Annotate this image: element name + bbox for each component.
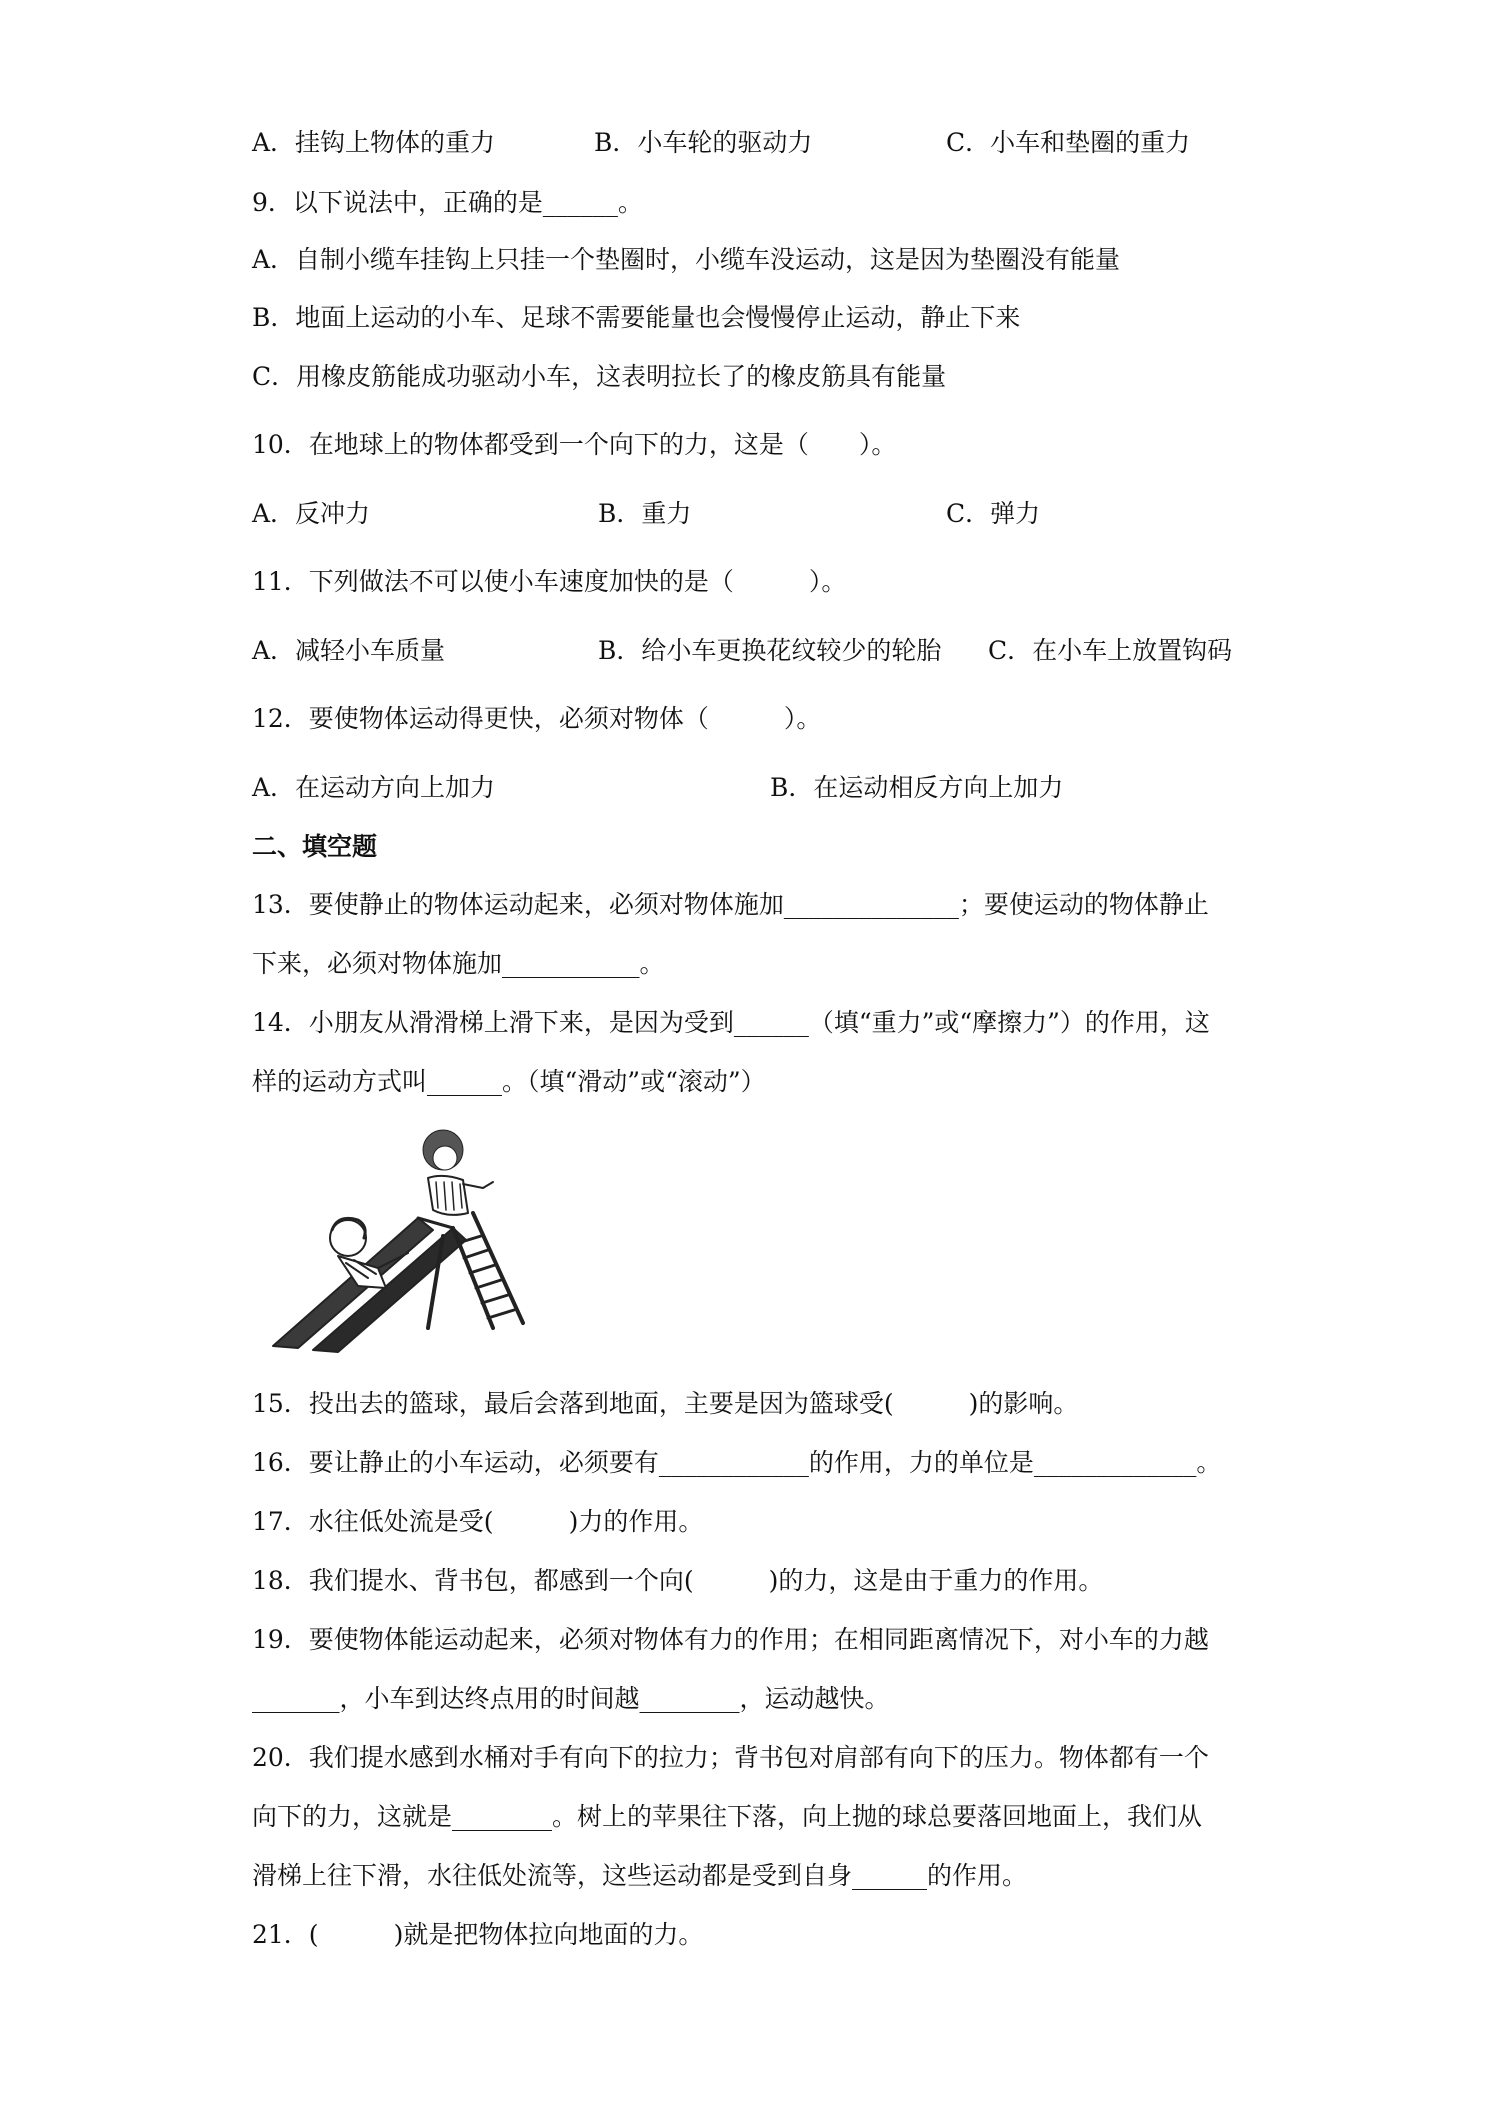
q14-line-1: 14．小朋友从滑滑梯上滑下来，是因为受到______（填“重力”或“摩擦力”）的作用，这 bbox=[252, 1008, 1210, 1037]
q13-line-2: 下来，必须对物体施加___________。 bbox=[252, 949, 665, 978]
q9-option-c: C．用橡皮筋能成功驱动小车，这表明拉长了的橡皮筋具有能量 bbox=[252, 362, 947, 391]
slide-illustration bbox=[268, 1118, 528, 1358]
q13-line-1: 13．要使静止的物体运动起来，必须对物体施加______________；要使运动的物体静止 bbox=[252, 890, 1209, 919]
q12-stem: 12．要使物体运动得更快，必须对物体（ ）。 bbox=[252, 704, 822, 733]
q11-stem: 11．下列做法不可以使小车速度加快的是（ ）。 bbox=[252, 567, 847, 596]
q20-line-1: 20．我们提水感到水桶对手有向下的拉力；背书包对肩部有向下的压力。物体都有一个 bbox=[252, 1743, 1209, 1772]
q10-option-a: A．反冲力 bbox=[252, 499, 371, 528]
q8-option-c: C．小车和垫圈的重力 bbox=[946, 128, 1191, 157]
q21: 21．( )就是把物体拉向地面的力。 bbox=[252, 1920, 704, 1949]
q11-option-c: C．在小车上放置钩码 bbox=[988, 636, 1233, 665]
q9-option-b: B．地面上运动的小车、足球不需要能量也会慢慢停止运动，静止下来 bbox=[252, 303, 1021, 332]
q18: 18．我们提水、背书包，都感到一个向( )的力，这是由于重力的作用。 bbox=[252, 1566, 1104, 1595]
q20-line-2: 向下的力，这就是________。树上的苹果往下落，向上抛的球总要落回地面上，我们从 bbox=[252, 1802, 1203, 1831]
q11-option-b: B．给小车更换花纹较少的轮胎 bbox=[598, 636, 942, 665]
q9-option-a: A．自制小缆车挂钩上只挂一个垫圈时，小缆车没运动，这是因为垫圈没有能量 bbox=[252, 245, 1121, 274]
q17: 17．水往低处流是受( )力的作用。 bbox=[252, 1507, 704, 1536]
q12-option-a: A．在运动方向上加力 bbox=[252, 773, 496, 802]
q16: 16．要让静止的小车运动，必须要有____________的作用，力的单位是_____________。 bbox=[252, 1448, 1222, 1477]
q8-option-b: B．小车轮的驱动力 bbox=[594, 128, 813, 157]
q20-line-3: 滑梯上往下滑，水往低处流等，这些运动都是受到自身______的作用。 bbox=[252, 1861, 1028, 1890]
q11-option-a: A．减轻小车质量 bbox=[252, 636, 446, 665]
q9-stem: 9．以下说法中，正确的是______。 bbox=[252, 188, 643, 217]
q14-line-2: 样的运动方式叫______。（填“滑动”或“滚动”） bbox=[252, 1067, 766, 1096]
q10-option-c: C．弹力 bbox=[946, 499, 1041, 528]
q19-line-1: 19．要使物体能运动起来，必须对物体有力的作用；在相同距离情况下，对小车的力越 bbox=[252, 1625, 1209, 1654]
q10-option-b: B．重力 bbox=[598, 499, 692, 528]
q19-line-2: _______，小车到达终点用的时间越________，运动越快。 bbox=[252, 1684, 890, 1713]
section-heading: 二、填空题 bbox=[252, 832, 378, 861]
q8-option-a: A．挂钩上物体的重力 bbox=[252, 128, 496, 157]
q15: 15．投出去的篮球，最后会落到地面，主要是因为篮球受( )的影响。 bbox=[252, 1389, 1079, 1418]
q10-stem: 10．在地球上的物体都受到一个向下的力，这是（ ）。 bbox=[252, 430, 897, 459]
q12-option-b: B．在运动相反方向上加力 bbox=[770, 773, 1064, 802]
